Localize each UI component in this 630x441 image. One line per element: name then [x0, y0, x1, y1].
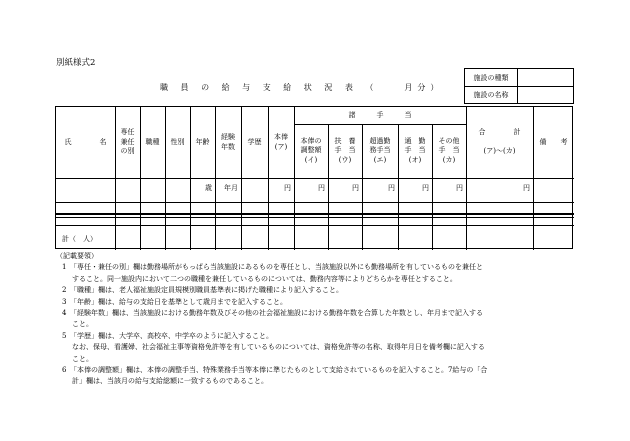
double-rule-top — [56, 213, 574, 215]
notes — [56, 251, 574, 388]
salary-table — [55, 106, 573, 249]
facility-type-field[interactable] — [518, 69, 573, 86]
note-line: 計」欄は、当該月の給与支給総額に一致するものであること。 — [72, 377, 268, 386]
header-concurrent: 専任 兼任 の別 — [120, 128, 135, 156]
header-total: 合 計 (ア)～(カ) — [478, 128, 521, 156]
header-commute: 通 勤 手 当 (オ) — [404, 136, 426, 164]
row-line — [56, 202, 574, 203]
note-line: こと。 — [72, 354, 93, 363]
header-education: 学歴 — [247, 137, 262, 146]
note-line: こと。 — [72, 320, 93, 329]
row-line — [56, 225, 574, 226]
note-line: 4 「経験年数」欄は、当該施設における勤務年数及びその他の社会福祉施設における勤務年数を合算した年数とし、年月まで記入する — [62, 309, 483, 318]
header-sex: 性別 — [170, 137, 185, 146]
unit-experience: 年月 — [224, 184, 238, 192]
note-line: 2 「職種」欄は、老人福祉施設定員規模別職員基準表に掲げた職種により記入すること。 — [62, 286, 343, 295]
page-title: 職 員 の 給 与 支 給 状 況 表 （ 月分） — [160, 83, 444, 92]
unit-yen-other: 円 — [456, 184, 463, 192]
header-remarks: 備 考 — [539, 137, 568, 146]
note-line: 3 「年齢」欄は、給与の支給日を基準として歳月までを記入すること。 — [62, 297, 287, 306]
facility-type-label: 施設の種類 — [465, 69, 518, 86]
unit-yen-total: 円 — [523, 184, 530, 192]
note-line: なお、保母、看護婦、社会福祉主事等資格免許等を有しているものについては、資格免許等の名称、取得年月日を備考欄に記入する — [72, 343, 485, 352]
unit-yen-base: 円 — [284, 184, 291, 192]
note-line: すること。同一施設内において二つの職種を兼任しているものについては、勤務内容等によりどちらかを専任とすること。 — [72, 274, 457, 283]
header-job: 職種 — [145, 137, 160, 146]
unit-yen-commute: 円 — [422, 184, 429, 192]
header-overtime: 超過勤 務手当 (エ) — [369, 136, 391, 164]
header-other: その他 手 当 (カ) — [438, 136, 460, 164]
note-line: 5 「学歴」欄は、大学卒、高校卒、中学卒のように記入すること。 — [62, 331, 273, 340]
header-adjusted: 本俸の 調整額 (イ) — [300, 136, 322, 164]
notes-heading: （記載要領） — [56, 252, 98, 260]
header-name: 氏 名 — [64, 137, 107, 146]
facility-name-label: 施設の名称 — [465, 87, 518, 103]
header-base-pay: 本俸 (ア) — [274, 133, 288, 151]
unit-yen-adjusted: 円 — [318, 184, 325, 192]
total-row-label: 計（ 人） — [62, 235, 97, 243]
facility-name-field[interactable] — [518, 87, 573, 103]
note-line: 1 「専任・兼任の別」欄は勤務場所がもっぱら当該施設にあるものを専任とし、当該施設以外にも勤務場所を有しているものを兼任と — [62, 263, 483, 272]
form-label: 別紙様式2 — [56, 58, 96, 68]
facility-box — [464, 68, 574, 104]
unit-age: 歳 — [205, 184, 212, 192]
header-experience: 経験 年数 — [221, 133, 235, 151]
double-rule-bottom — [56, 217, 574, 218]
header-bottom-line — [56, 178, 574, 179]
unit-yen-dependents: 円 — [352, 184, 359, 192]
note-line: 6 「本俸の調整額」欄は、本俸の調整手当、特殊業務手当等本俸に準じたものとして支給されているものを記入すること。7給与の「合 — [62, 366, 488, 375]
header-dependents: 扶 養 手 当 (ウ) — [334, 136, 356, 164]
header-age: 年齢 — [195, 137, 210, 146]
unit-yen-overtime: 円 — [388, 184, 395, 192]
header-allowances: 諸 手 当 — [348, 110, 412, 119]
